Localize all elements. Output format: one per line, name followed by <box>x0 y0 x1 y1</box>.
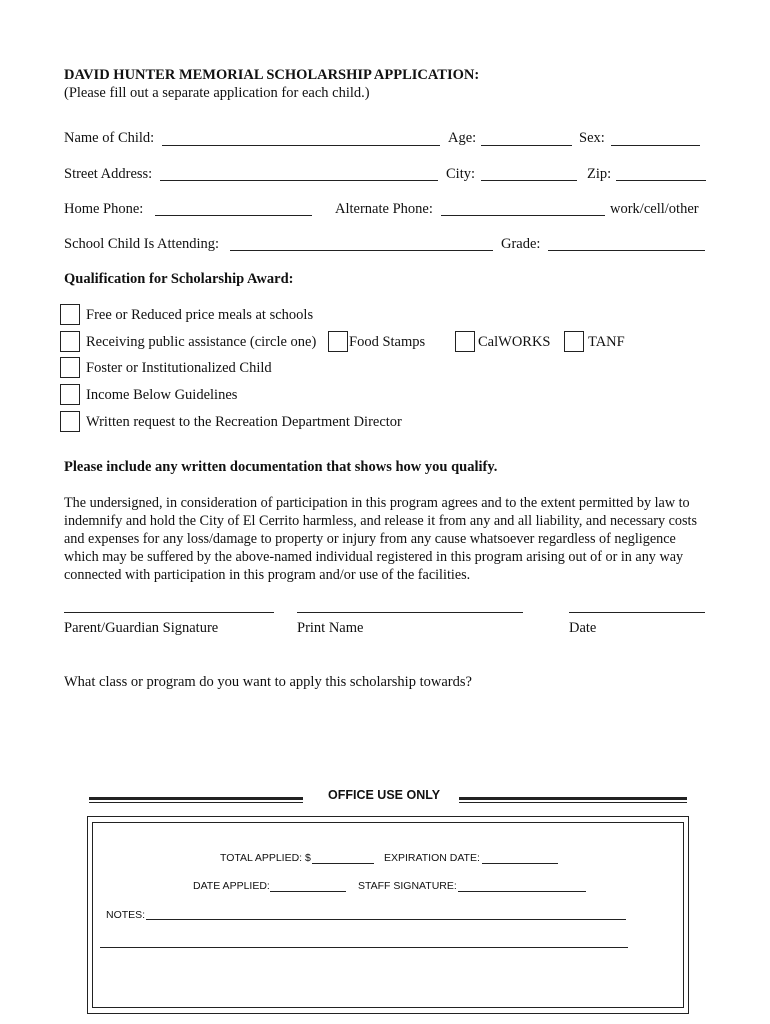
qualification-heading: Qualification for Scholarship Award: <box>64 271 294 287</box>
checkbox-food-stamps[interactable] <box>328 331 348 352</box>
checkbox-income[interactable] <box>60 384 80 405</box>
staff-signature-field[interactable] <box>458 891 586 892</box>
checkbox-public-assistance[interactable] <box>60 331 80 352</box>
street-address-label: Street Address: <box>64 166 153 182</box>
alternate-phone-field[interactable] <box>441 215 605 216</box>
tanf-label: TANF <box>588 334 625 350</box>
alternate-phone-type: work/cell/other <box>610 201 699 217</box>
grade-label: Grade: <box>501 236 541 252</box>
print-name-label: Print Name <box>297 620 364 636</box>
notes-label: NOTES: <box>106 909 146 921</box>
age-label: Age: <box>448 130 477 146</box>
school-field[interactable] <box>230 250 493 251</box>
print-name-field[interactable] <box>297 612 523 613</box>
total-applied-field[interactable] <box>312 863 374 864</box>
staff-signature-label: STAFF SIGNATURE: <box>358 880 457 892</box>
school-label: School Child Is Attending: <box>64 236 220 252</box>
checkbox-foster[interactable] <box>60 357 80 378</box>
date-field[interactable] <box>569 612 705 613</box>
age-field[interactable] <box>481 145 572 146</box>
sex-label: Sex: <box>579 130 605 146</box>
zip-field[interactable] <box>616 180 706 181</box>
guardian-signature-field[interactable] <box>64 612 274 613</box>
city-label: City: <box>446 166 476 182</box>
documentation-note: Please include any written documentation that shows how you qualify. <box>64 459 498 475</box>
office-rule-left-thin <box>89 802 303 803</box>
checkbox-free-meals[interactable] <box>60 304 80 325</box>
notes-field-line-1[interactable] <box>146 919 626 920</box>
date-applied-label: DATE APPLIED: <box>193 880 270 892</box>
checkbox-calworks[interactable] <box>455 331 475 352</box>
zip-label: Zip: <box>587 166 612 182</box>
program-question: What class or program do you want to apply this scholarship towards? <box>64 674 472 690</box>
guardian-signature-label: Parent/Guardian Signature <box>64 620 219 636</box>
free-meals-label: Free or Reduced price meals at schools <box>86 307 314 323</box>
expiration-date-field[interactable] <box>482 863 558 864</box>
home-phone-label: Home Phone: <box>64 201 144 217</box>
name-of-child-field[interactable] <box>162 145 440 146</box>
calworks-label: CalWORKS <box>478 334 551 350</box>
foster-label: Foster or Institutionalized Child <box>86 360 272 376</box>
public-assistance-label: Receiving public assistance (circle one) <box>86 334 317 350</box>
food-stamps-label: Food Stamps <box>349 334 426 350</box>
date-applied-field[interactable] <box>270 891 346 892</box>
grade-field[interactable] <box>548 250 705 251</box>
alternate-phone-label: Alternate Phone: <box>335 201 433 217</box>
written-request-label: Written request to the Recreation Department Director <box>86 414 402 430</box>
form-title: DAVID HUNTER MEMORIAL SCHOLARSHIP APPLICATION: <box>64 67 480 83</box>
waiver-paragraph: The undersigned, in consideration of participation in this program agrees and to the extent permitted by law to indemnify and hold the City of El Cerrito harmless, and release it from any and all liability, and necessary costs and expenses for any loss/damage to property or injury from any cause whatsoever regardless of negligence which may be suffered by the above-named individual registered in this program arising out of or in any way connected with participation in this program and/or use of the facilities. <box>64 495 698 583</box>
expiration-date-label: EXPIRATION DATE: <box>384 852 480 864</box>
form-subtitle: (Please fill out a separate application for each child.) <box>64 85 370 101</box>
office-rule-left <box>89 797 303 800</box>
street-address-field[interactable] <box>160 180 438 181</box>
income-label: Income Below Guidelines <box>86 387 238 403</box>
office-use-heading: OFFICE USE ONLY <box>328 788 441 802</box>
date-label: Date <box>569 620 597 636</box>
checkbox-tanf[interactable] <box>564 331 584 352</box>
name-of-child-label: Name of Child: <box>64 130 155 146</box>
sex-field[interactable] <box>611 145 700 146</box>
office-use-panel <box>92 822 684 1008</box>
office-rule-right-thin <box>459 802 687 803</box>
home-phone-field[interactable] <box>155 215 312 216</box>
checkbox-written-request[interactable] <box>60 411 80 432</box>
office-rule-right <box>459 797 687 800</box>
total-applied-label: TOTAL APPLIED: $ <box>220 852 311 864</box>
notes-field-line-2[interactable] <box>100 947 628 948</box>
city-field[interactable] <box>481 180 577 181</box>
